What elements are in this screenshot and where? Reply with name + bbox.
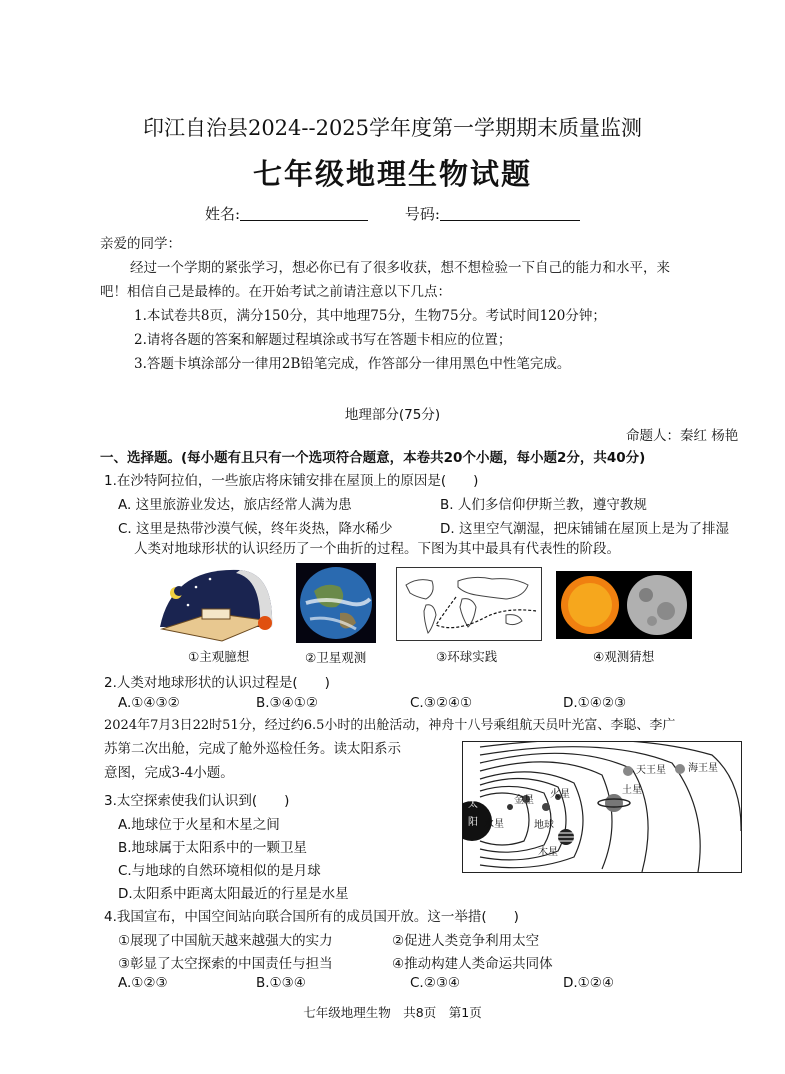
intro-greeting: 亲爱的同学： <box>100 236 181 252</box>
q4-stem: 4.我国宣布，中国空间站向联合国所有的成员国开放。这一举措( ) <box>104 909 519 925</box>
page-footer: 七年级地理生物 共8页 第1页 <box>303 1005 482 1020</box>
subjective-imagination-image <box>152 565 282 645</box>
passage-shenzhou-line2: 苏第二次出舱，完成了舱外巡检任务。读太阳系示 <box>104 741 401 757</box>
passage-shenzhou-line3: 意图，完成3-4小题。 <box>104 765 234 781</box>
q1-option-d[interactable]: D. 这里空气潮湿，把床铺铺在屋顶上是为了排湿 <box>440 521 729 537</box>
q2-stem: 2.人类对地球形状的认识过程是( ) <box>104 675 330 691</box>
q2-option-c[interactable]: C.③②④① <box>410 695 473 711</box>
q3-stem: 3.太空探索使我们认识到( ) <box>104 793 290 809</box>
neptune-label: 海王星 <box>688 763 718 774</box>
q3-option-b[interactable]: B.地球属于太阳系中的一颗卫星 <box>118 840 308 856</box>
q4-option-a[interactable]: A.①②③ <box>118 975 168 991</box>
uranus-label: 天王星 <box>636 765 666 776</box>
number-blank[interactable] <box>440 206 580 221</box>
uranus-dot <box>623 766 633 776</box>
passage-shenzhou-line1: 2024年7月3日22时51分，经过约6.5小时的出舱活动，神舟十八号乘组航天员叶光富、李聪、李广 <box>104 718 676 733</box>
figure-caption-4: ④观测猜想 <box>593 649 655 664</box>
figure-caption-3: ③环球实践 <box>436 649 498 664</box>
earth-label: 地球 <box>534 820 554 831</box>
satellite-earth-image <box>296 563 376 643</box>
exam-title-line2: 七年级地理生物试题 <box>252 157 532 191</box>
q3-option-a[interactable]: A.地球位于火星和木星之间 <box>118 817 280 833</box>
jupiter-label: 木星 <box>538 847 558 858</box>
q4-option-c[interactable]: C.②③④ <box>410 975 461 991</box>
q4-option-d[interactable]: D.①②④ <box>563 975 614 991</box>
observation-guess-image <box>556 571 692 639</box>
q1-stem: 1.在沙特阿拉伯，一些旅店将床铺安排在屋顶上的原因是( ) <box>104 473 479 489</box>
intro-line2: 吧！相信自己是最棒的。在开始考试之前请注意以下几点： <box>100 284 451 300</box>
passage-earth-shape: 人类对地球形状的认识经历了一个曲折的过程。下图为其中最具有代表性的阶段。 <box>134 541 620 557</box>
q4-statement-4: ④推动构建人类命运共同体 <box>392 956 553 972</box>
mercury-dot <box>507 804 513 810</box>
intro-note3: 3.答题卡填涂部分一律用2B铅笔完成，作答部分一律用黑色中性笔完成。 <box>134 356 571 372</box>
saturn-label: 土星 <box>622 785 642 796</box>
star-icon <box>195 586 198 589</box>
venus-label: 金星 <box>514 795 534 806</box>
q4-statement-3: ③彰显了太空探索的中国责任与担当 <box>118 956 333 972</box>
saturn-body <box>605 794 623 812</box>
number-label: 号码: <box>404 205 440 223</box>
q4-statement-1: ①展现了中国航天越来越强大的实力 <box>118 933 333 949</box>
sun-label-1: 太 <box>468 799 478 810</box>
q1-option-b[interactable]: B. 人们多信仰伊斯兰教，遵守教规 <box>440 497 647 513</box>
section-author: 命题人：秦红 杨艳 <box>626 428 739 444</box>
q2-option-d[interactable]: D.①④②③ <box>563 695 627 711</box>
name-blank[interactable] <box>240 206 368 221</box>
q1-option-c[interactable]: C. 这里是热带沙漠气候，终年炎热，降水稀少 <box>118 521 393 537</box>
q3-option-d[interactable]: D.太阳系中距离太阳最近的行星是水星 <box>118 886 349 902</box>
land-block <box>202 609 230 619</box>
sun-icon <box>258 616 272 630</box>
name-label: 姓名: <box>205 205 241 223</box>
figure-caption-2: ②卫星观测 <box>305 650 367 665</box>
figure-caption-1: ①主观臆想 <box>188 649 250 664</box>
intro-line1: 经过一个学期的紧张学习，想必你已有了很多收获，想不想检验一下自己的能力和水平，来 <box>130 260 670 276</box>
exam-title-line1: 印江自治县2024--2025学年度第一学期期末质量监测 <box>142 116 643 140</box>
neptune-dot <box>675 764 685 774</box>
mercury-label: 水星 <box>484 819 504 830</box>
intro-note1: 1.本试卷共8页，满分150分，其中地理75分，生物75分。考试时间120分钟； <box>134 308 606 324</box>
earth-dot <box>542 803 550 811</box>
solar-system-diagram <box>462 741 742 873</box>
section-title: 地理部分(75分) <box>344 407 441 423</box>
q1-option-a[interactable]: A. 这里旅游业发达，旅店经常人满为患 <box>118 497 352 513</box>
q2-option-a[interactable]: A.①④③② <box>118 695 180 711</box>
name-number-row <box>0 203 785 224</box>
q4-statement-2: ②促进人类竞争利用太空 <box>392 933 540 949</box>
section-heading: 一、选择题。(每小题有且只有一个选项符合题意，本卷共20个小题，每小题2分，共40分) <box>100 450 646 466</box>
q2-option-b[interactable]: B.③④①② <box>256 695 318 711</box>
moon-photo <box>627 575 687 635</box>
intro-note2: 2.请将各题的答案和解题过程填涂或书写在答题卡相应的位置； <box>134 332 512 348</box>
q4-option-b[interactable]: B.①③④ <box>256 975 306 991</box>
q3-option-c[interactable]: C.与地球的自然环境相似的是月球 <box>118 863 321 879</box>
sun-label-2: 阳 <box>468 817 478 828</box>
mars-label: 火星 <box>550 789 570 800</box>
world-voyage-map-image <box>396 567 542 641</box>
